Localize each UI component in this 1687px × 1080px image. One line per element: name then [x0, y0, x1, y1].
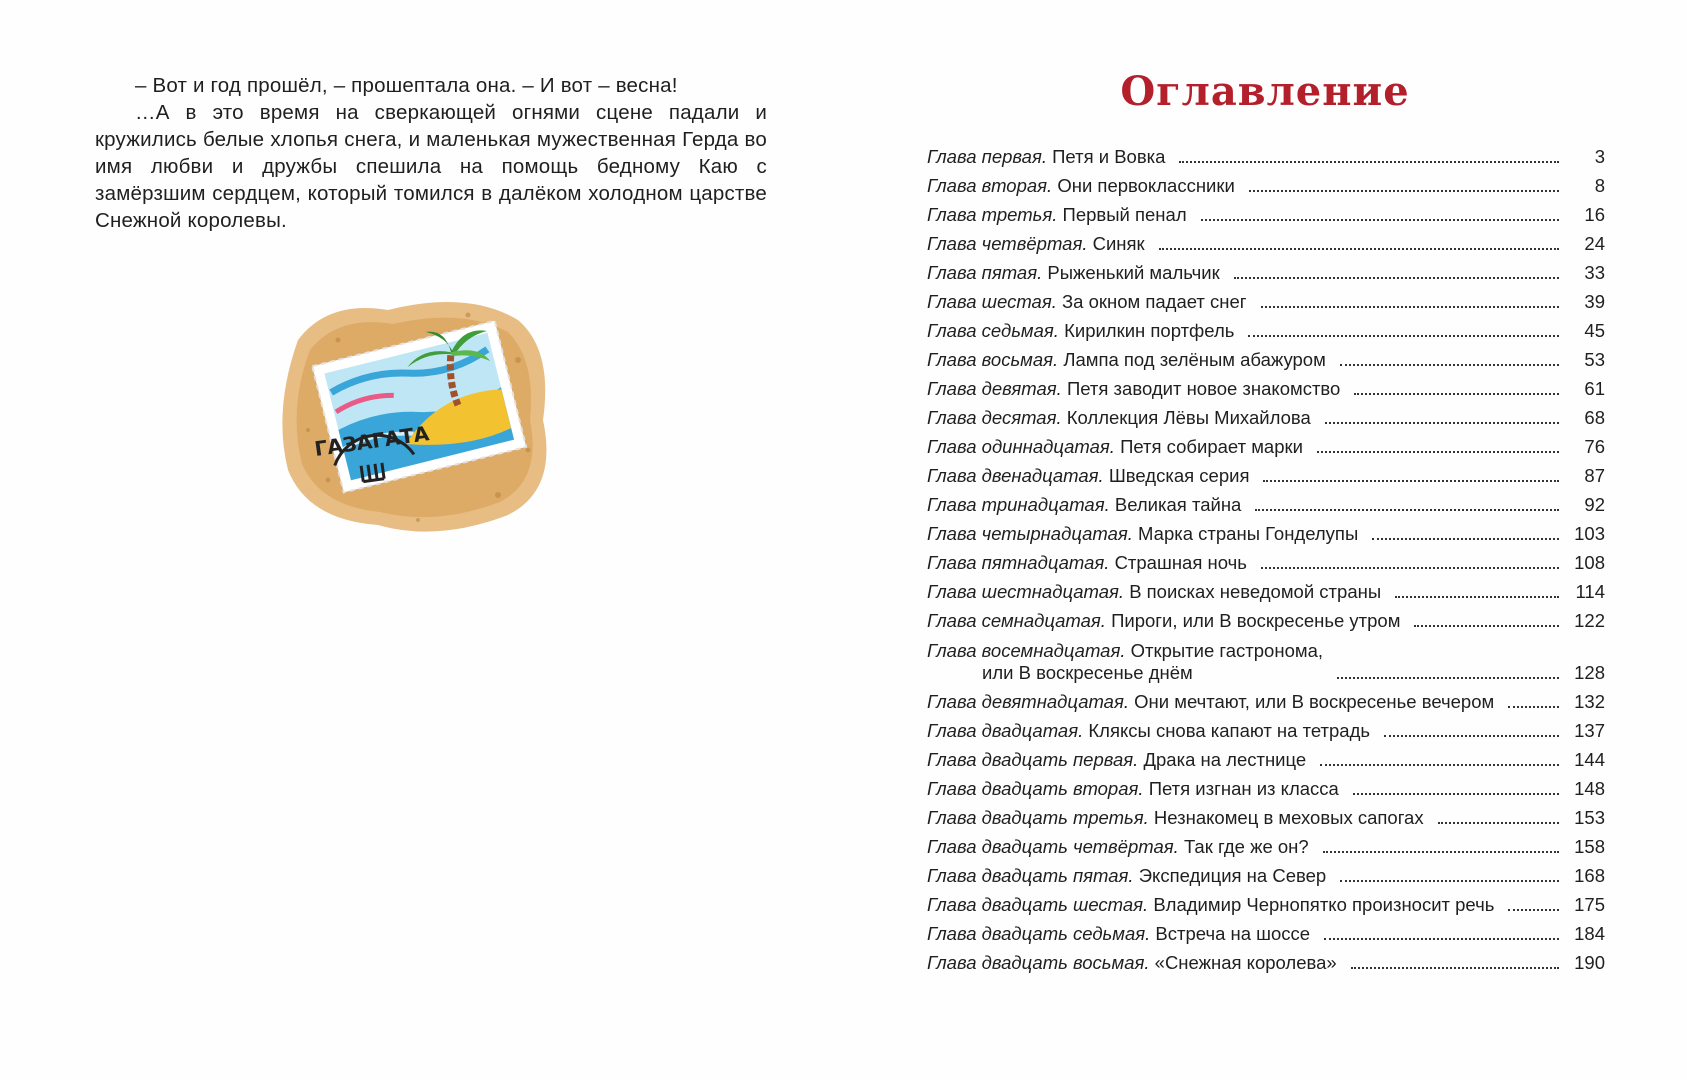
story-text: [95, 72, 767, 234]
chapter-number: Глава двадцать третья.: [927, 807, 1149, 828]
toc-entry[interactable]: [927, 545, 1605, 574]
page-title: Оглавление: [1120, 68, 1410, 115]
toc-entry[interactable]: [927, 916, 1605, 945]
page-number: 108: [1574, 552, 1605, 573]
dot-leader: [1325, 422, 1559, 424]
dot-leader: [1372, 538, 1559, 540]
dot-leader: [1337, 677, 1559, 679]
toc-entry[interactable]: [927, 458, 1605, 487]
dot-leader: [1353, 793, 1559, 795]
page-number: 144: [1574, 749, 1605, 770]
chapter-number: Глава двадцатая.: [927, 720, 1084, 741]
toc-entry[interactable]: [927, 945, 1605, 974]
chapter-title: «Снежная королева»: [1154, 952, 1337, 973]
dot-leader: [1414, 625, 1559, 627]
dot-leader: [1340, 364, 1559, 366]
chapter-number: Глава двадцать восьмая.: [927, 952, 1150, 973]
page-number: 175: [1574, 894, 1605, 915]
chapter-title: Великая тайна: [1114, 494, 1242, 515]
toc-entry[interactable]: [927, 284, 1605, 313]
dot-leader: [1249, 190, 1559, 192]
dot-leader: [1508, 909, 1559, 911]
page-number: 190: [1574, 952, 1605, 973]
dot-leader: [1320, 764, 1559, 766]
stamp-postmark-text: ГАЗАГАТА: [313, 421, 431, 461]
page-number: 8: [1594, 175, 1605, 196]
page-number: 16: [1584, 204, 1605, 225]
chapter-title: Драка на лестнице: [1143, 749, 1307, 770]
toc-entry[interactable]: [927, 632, 1605, 684]
chapter-number: Глава двадцать пятая.: [927, 865, 1134, 886]
page-number: 61: [1584, 378, 1605, 399]
toc-entry[interactable]: [927, 400, 1605, 429]
left-page: [0, 0, 843, 1080]
dot-leader: [1508, 706, 1559, 708]
dot-leader: [1351, 967, 1559, 969]
chapter-number: Глава девятая.: [927, 378, 1062, 399]
toc-entry[interactable]: [927, 342, 1605, 371]
page-number: 122: [1574, 610, 1605, 631]
toc-entry[interactable]: [927, 226, 1605, 255]
dot-leader: [1354, 393, 1559, 395]
page-number: 76: [1584, 436, 1605, 457]
chapter-title: Они мечтают, или В воскресенье вечером: [1134, 691, 1495, 712]
toc-entry[interactable]: [927, 800, 1605, 829]
dot-leader: [1261, 567, 1559, 569]
chapter-title: Лампа под зелёным абажуром: [1063, 349, 1326, 370]
toc-entry[interactable]: [927, 684, 1605, 713]
toc-entry[interactable]: [927, 829, 1605, 858]
chapter-title-line2: или В воскресенье днём: [982, 662, 1193, 683]
toc-entry[interactable]: [927, 742, 1605, 771]
chapter-title: Петя заводит новое знакомство: [1066, 378, 1341, 399]
chapter-title: Кляксы снова капают на тетрадь: [1088, 720, 1371, 741]
paragraph: …А в это время на сверкающей огнями сцене падали и кружились белые хлопья снега, и маленькая мужественная Герда во имя любви и дружбы спешила на помощь бедному Каю с замёрзшим сердцем, который томился в далёком холодном царстве Снежной королевы.: [95, 101, 767, 232]
chapter-number: Глава двадцать первая.: [927, 749, 1139, 770]
chapter-title: Марка страны Гонделупы: [1138, 523, 1359, 544]
chapter-number: Глава двадцать вторая.: [927, 778, 1144, 799]
chapter-number: Глава вторая.: [927, 175, 1053, 196]
page-number: 184: [1574, 923, 1605, 944]
chapter-title: Шведская серия: [1108, 465, 1250, 486]
chapter-number: Глава двадцать четвёртая.: [927, 836, 1179, 857]
chapter-title: Синяк: [1092, 233, 1145, 254]
chapter-title: Незнакомец в меховых сапогах: [1153, 807, 1424, 828]
page-number: 24: [1584, 233, 1605, 254]
chapter-title: Экспедиция на Север: [1138, 865, 1327, 886]
chapter-title: Пироги, или В воскресенье утром: [1111, 610, 1401, 631]
chapter-title: Петя изгнан из класса: [1148, 778, 1339, 799]
page-number: 45: [1584, 320, 1605, 341]
dot-leader: [1248, 335, 1559, 337]
chapter-title: Коллекция Лёвы Михайлова: [1066, 407, 1311, 428]
page-number: 128: [1574, 662, 1605, 683]
page-number: 148: [1574, 778, 1605, 799]
page-number: 137: [1574, 720, 1605, 741]
chapter-title: Кирилкин портфель: [1064, 320, 1235, 341]
toc-entry[interactable]: [927, 603, 1605, 632]
page-number: 33: [1584, 262, 1605, 283]
dot-leader: [1324, 938, 1559, 940]
page-number: 3: [1594, 146, 1605, 167]
chapter-title: За окном падает снег: [1062, 291, 1247, 312]
toc-entry[interactable]: [927, 858, 1605, 887]
chapter-number: Глава семнадцатая.: [927, 610, 1106, 631]
dot-leader: [1317, 451, 1559, 453]
dot-leader: [1179, 161, 1559, 163]
toc-entry[interactable]: [927, 371, 1605, 400]
page-number: 103: [1574, 523, 1605, 544]
chapter-title: Владимир Чернопятко произносит речь: [1153, 894, 1495, 915]
toc-entry[interactable]: [927, 713, 1605, 742]
chapter-number: Глава восемнадцатая.: [927, 640, 1126, 661]
toc-entry[interactable]: [927, 887, 1605, 916]
chapter-number: Глава первая.: [927, 146, 1047, 167]
toc-entry[interactable]: [927, 197, 1605, 226]
page-number: 53: [1584, 349, 1605, 370]
chapter-number: Глава шестнадцатая.: [927, 581, 1125, 602]
chapter-title: Встреча на шоссе: [1155, 923, 1311, 944]
chapter-number: Глава двадцать седьмая.: [927, 923, 1151, 944]
chapter-title: Они первоклассники: [1057, 175, 1235, 196]
toc-entry[interactable]: [927, 139, 1605, 168]
dot-leader: [1395, 596, 1559, 598]
page-number: 39: [1584, 291, 1605, 312]
chapter-number: Глава шестая.: [927, 291, 1057, 312]
chapter-title: Первый пенал: [1062, 204, 1187, 225]
toc-entry[interactable]: [927, 516, 1605, 545]
page-number: 153: [1574, 807, 1605, 828]
chapter-number: Глава одиннадцатая.: [927, 436, 1115, 457]
chapter-title: Так где же он?: [1183, 836, 1309, 857]
chapter-title: Открытие гастронома,: [1130, 640, 1324, 661]
page-number: 92: [1584, 494, 1605, 515]
chapter-title: В поисках неведомой страны: [1129, 581, 1382, 602]
toc-entry[interactable]: [927, 771, 1605, 800]
chapter-title: Петя и Вовка: [1052, 146, 1166, 167]
dot-leader: [1263, 480, 1559, 482]
page-number: 158: [1574, 836, 1605, 857]
dot-leader: [1234, 277, 1559, 279]
right-page: [843, 0, 1687, 1080]
toc-entry[interactable]: [927, 574, 1605, 603]
paragraph: – Вот и год прошёл, – прошептала она. – И вот – весна!: [135, 74, 678, 97]
chapter-number: Глава двадцать шестая.: [927, 894, 1149, 915]
dot-leader: [1384, 735, 1559, 737]
dot-leader: [1159, 248, 1559, 250]
dot-leader: [1201, 219, 1559, 221]
dot-leader: [1438, 822, 1559, 824]
page-number: 68: [1584, 407, 1605, 428]
toc-entry[interactable]: [927, 487, 1605, 516]
chapter-title: Петя собирает марки: [1120, 436, 1303, 457]
chapter-number: Глава девятнадцатая.: [927, 691, 1129, 712]
chapter-number: Глава седьмая.: [927, 320, 1059, 341]
chapter-number: Глава четырнадцатая.: [927, 523, 1133, 544]
page-number: 87: [1584, 465, 1605, 486]
page-number: 114: [1575, 581, 1605, 602]
toc-entry[interactable]: [927, 255, 1605, 284]
chapter-title: Страшная ночь: [1114, 552, 1247, 573]
toc-entry[interactable]: [927, 168, 1605, 197]
dot-leader: [1323, 851, 1559, 853]
chapter-number: Глава восьмая.: [927, 349, 1059, 370]
chapter-number: Глава десятая.: [927, 407, 1062, 428]
toc-entry[interactable]: [927, 313, 1605, 342]
stamp-illustration-icon: [268, 280, 558, 540]
dot-leader: [1255, 509, 1559, 511]
chapter-number: Глава пятнадцатая.: [927, 552, 1110, 573]
chapter-number: Глава пятая.: [927, 262, 1043, 283]
table-of-contents: [927, 139, 1605, 974]
chapter-title: Рыженький мальчик: [1047, 262, 1220, 283]
chapter-number: Глава третья.: [927, 204, 1058, 225]
toc-entry[interactable]: [927, 429, 1605, 458]
chapter-number: Глава четвёртая.: [927, 233, 1088, 254]
page-number: 132: [1574, 691, 1605, 712]
dot-leader: [1261, 306, 1559, 308]
dot-leader: [1340, 880, 1559, 882]
chapter-number: Глава тринадцатая.: [927, 494, 1110, 515]
page-number: 168: [1574, 865, 1605, 886]
chapter-number: Глава двенадцатая.: [927, 465, 1104, 486]
